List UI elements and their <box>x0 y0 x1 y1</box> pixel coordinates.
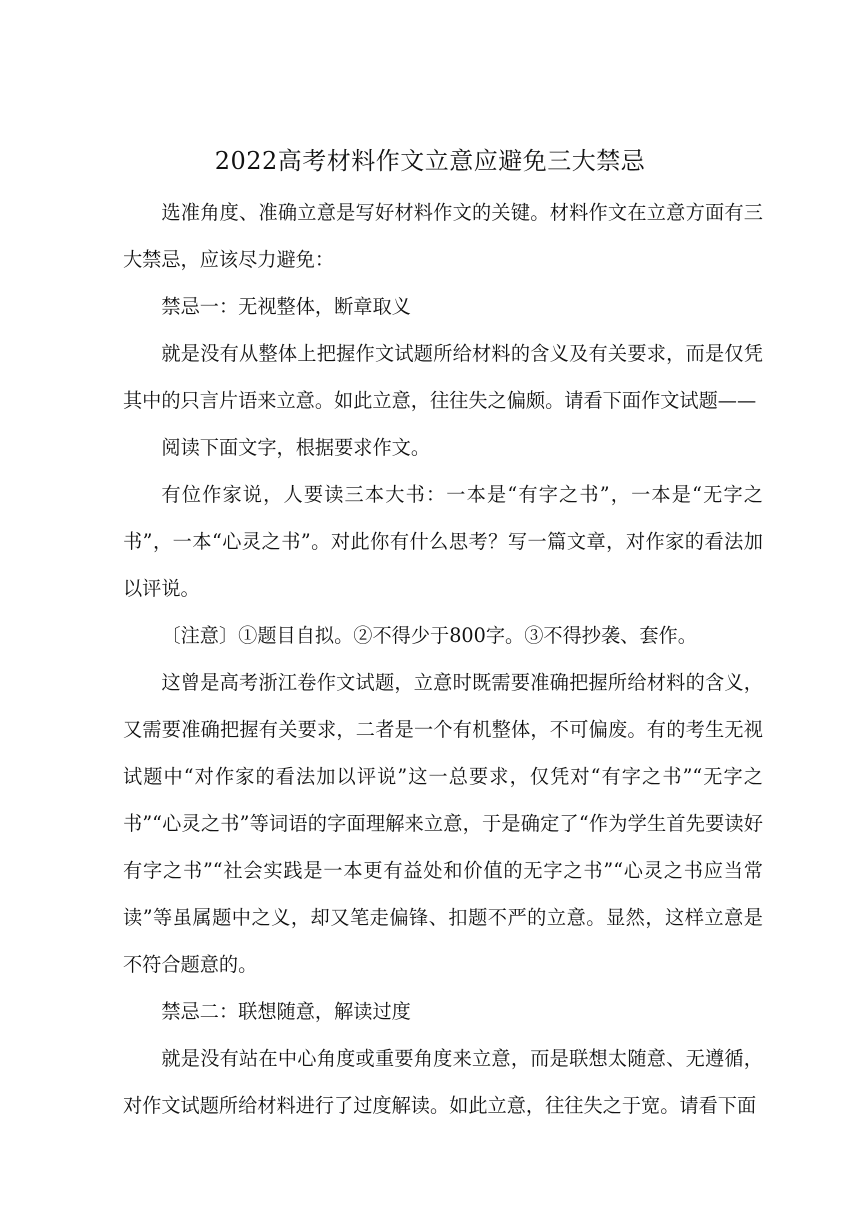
paragraph-prompt-text: 有位作家说，人要读三本大书：一本是“有字之书”，一本是“无字之书”，一本“心灵之书”。对此你有什么思考？写一篇文章，对作家的看法加以评说。 <box>123 483 763 600</box>
paragraph-analysis: 这曾是高考浙江卷作文试题，立意时既需要准确把握所给材料的含义，又需要准确把握有关要求，二者是一个有机整体，不可偏废。有的考生无视试题中“对作家的看法加以评说”这一总要求，仅凭对“有字之书”“无字之书”“心灵之书”等词语的字面理解来立意，于是确定了“作为学生首先要读好有字之书”“社会实践是一本更有益处和价值的无字之书”“心灵之书应当常读”等虽属题中之义，却又笔走偏锋、扣题不严的立意。显然，这样立意是不符合题意的。 <box>123 671 763 976</box>
paragraph-taboo-one-explanation: 就是没有从整体上把握作文试题所给材料的含义及有关要求，而是仅凭其中的只言片语来立意。如此立意，往往失之偏颇。请看下面作文试题—— <box>123 342 763 412</box>
paragraph-taboo-two-explanation: 就是没有站在中心角度或重要角度来立意，而是联想太随意、无遵循，对作文试题所给材料进行了过度解读。如此立意，往往失之于宽。请看下面 <box>123 1047 763 1117</box>
heading-taboo-two: 禁忌二：联想随意，解读过度 <box>161 1000 411 1023</box>
document-title: 2022高考材料作文立意应避免三大禁忌 <box>214 147 646 175</box>
paragraph-prompt-notes: 〔注意〕①题目自拟。②不得少于800字。③不得抄袭、套作。 <box>161 624 697 647</box>
paragraph-intro: 选准角度、准确立意是写好材料作文的关键。材料作文在立意方面有三大禁忌，应该尽力避免： <box>123 201 763 271</box>
paragraph-prompt-instruction: 阅读下面文字，根据要求作文。 <box>161 436 431 459</box>
heading-taboo-one: 禁忌一：无视整体，断章取义 <box>161 295 411 318</box>
